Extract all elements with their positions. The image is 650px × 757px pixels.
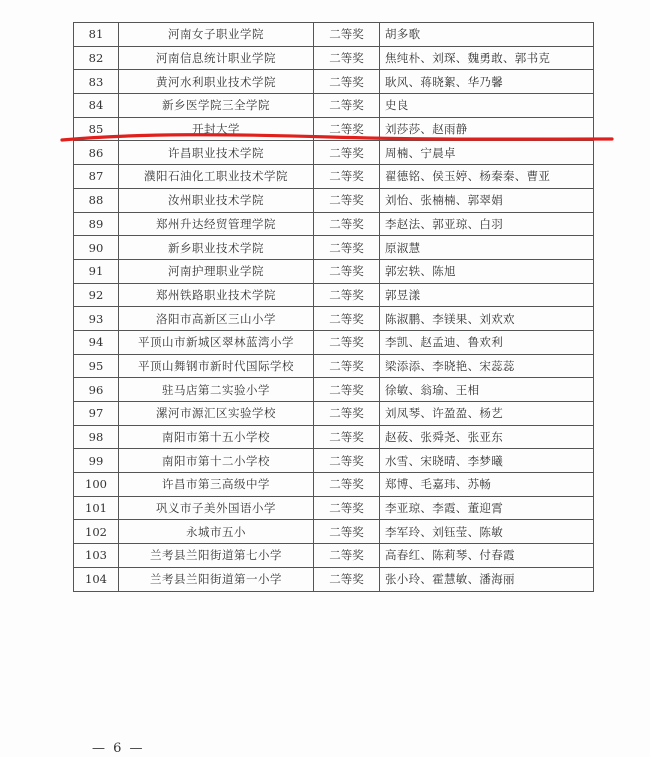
row-number: 103	[74, 544, 119, 568]
prize-level: 二等奖	[314, 165, 380, 189]
table-row	[74, 94, 594, 118]
prize-level: 二等奖	[314, 378, 380, 402]
school-name: 濮阳石油化工职业技术学院	[119, 165, 314, 189]
awards-table	[73, 22, 594, 592]
table-row	[74, 23, 594, 47]
school-name: 巩义市子美外国语小学	[119, 496, 314, 520]
prize-level: 二等奖	[314, 188, 380, 212]
table-row	[74, 46, 594, 70]
school-name: 郑州铁路职业技术学院	[119, 283, 314, 307]
school-name: 郑州升达经贸管理学院	[119, 212, 314, 236]
prize-level: 二等奖	[314, 283, 380, 307]
prize-level: 二等奖	[314, 70, 380, 94]
row-number: 89	[74, 212, 119, 236]
table-row	[74, 70, 594, 94]
table-row	[74, 354, 594, 378]
table-row	[74, 141, 594, 165]
row-number: 88	[74, 188, 119, 212]
row-number: 91	[74, 259, 119, 283]
table-row	[74, 473, 594, 497]
row-number: 82	[74, 46, 119, 70]
table-row	[74, 165, 594, 189]
row-number: 104	[74, 567, 119, 591]
row-number: 84	[74, 94, 119, 118]
school-name: 永城市五小	[119, 520, 314, 544]
table-row	[74, 520, 594, 544]
prize-level: 二等奖	[314, 496, 380, 520]
winner-names: 郭昱漾	[380, 283, 594, 307]
table-row	[74, 236, 594, 260]
table-row	[74, 449, 594, 473]
school-name: 汝州职业技术学院	[119, 188, 314, 212]
prize-level: 二等奖	[314, 449, 380, 473]
table-row	[74, 402, 594, 426]
school-name: 黄河水利职业技术学院	[119, 70, 314, 94]
winner-names: 刘莎莎、赵雨静	[380, 117, 594, 141]
row-number: 94	[74, 330, 119, 354]
winner-names: 李凯、赵孟迪、鲁欢利	[380, 330, 594, 354]
prize-level: 二等奖	[314, 544, 380, 568]
school-name: 漯河市源汇区实验学校	[119, 402, 314, 426]
prize-level: 二等奖	[314, 212, 380, 236]
table-row	[74, 496, 594, 520]
winner-names: 陈淑鹏、李镁果、刘欢欢	[380, 307, 594, 331]
prize-level: 二等奖	[314, 236, 380, 260]
winner-names: 耿风、蒋晓絮、华乃馨	[380, 70, 594, 94]
table-row	[74, 259, 594, 283]
prize-level: 二等奖	[314, 425, 380, 449]
school-name: 河南信息统计职业学院	[119, 46, 314, 70]
school-name: 洛阳市高新区三山小学	[119, 307, 314, 331]
school-name: 许昌市第三高级中学	[119, 473, 314, 497]
row-number: 96	[74, 378, 119, 402]
school-name: 河南女子职业学院	[119, 23, 314, 47]
prize-level: 二等奖	[314, 473, 380, 497]
prize-level: 二等奖	[314, 141, 380, 165]
row-number: 100	[74, 473, 119, 497]
prize-level: 二等奖	[314, 354, 380, 378]
table-row	[74, 330, 594, 354]
winner-names: 高春红、陈莉琴、付春霞	[380, 544, 594, 568]
page-number: — 6 —	[92, 741, 145, 756]
table-row	[74, 188, 594, 212]
row-number: 90	[74, 236, 119, 260]
row-number: 99	[74, 449, 119, 473]
school-name: 新乡职业技术学院	[119, 236, 314, 260]
awards-table-body	[74, 23, 594, 592]
winner-names: 李赵法、郭亚琼、白羽	[380, 212, 594, 236]
row-number: 95	[74, 354, 119, 378]
winner-names: 焦纯朴、刘琛、魏勇敢、郭书克	[380, 46, 594, 70]
winner-names: 刘凤琴、许盈盈、杨艺	[380, 402, 594, 426]
table-row	[74, 378, 594, 402]
winner-names: 水雪、宋晓晴、李梦曦	[380, 449, 594, 473]
prize-level: 二等奖	[314, 23, 380, 47]
prize-level: 二等奖	[314, 330, 380, 354]
school-name: 南阳市第十二小学校	[119, 449, 314, 473]
table-row	[74, 307, 594, 331]
row-number: 93	[74, 307, 119, 331]
row-number: 101	[74, 496, 119, 520]
winner-names: 李军玲、刘钰莹、陈敏	[380, 520, 594, 544]
row-number: 98	[74, 425, 119, 449]
prize-level: 二等奖	[314, 402, 380, 426]
prize-level: 二等奖	[314, 94, 380, 118]
school-name: 许昌职业技术学院	[119, 141, 314, 165]
school-name: 平顶山舞钢市新时代国际学校	[119, 354, 314, 378]
winner-names: 梁添添、李晓艳、宋蕊蕊	[380, 354, 594, 378]
table-row	[74, 544, 594, 568]
row-number: 102	[74, 520, 119, 544]
school-name: 河南护理职业学院	[119, 259, 314, 283]
winner-names: 刘怡、张楠楠、郭翠娟	[380, 188, 594, 212]
table-row	[74, 425, 594, 449]
prize-level: 二等奖	[314, 307, 380, 331]
prize-level: 二等奖	[314, 117, 380, 141]
winner-names: 徐敏、翁瑜、王相	[380, 378, 594, 402]
prize-level: 二等奖	[314, 259, 380, 283]
winner-names: 张小玲、霍慧敏、潘海丽	[380, 567, 594, 591]
school-name: 驻马店第二实验小学	[119, 378, 314, 402]
school-name: 兰考县兰阳街道第一小学	[119, 567, 314, 591]
winner-names: 史良	[380, 94, 594, 118]
winner-names: 李亚琼、李霞、董迎霄	[380, 496, 594, 520]
school-name: 新乡医学院三全学院	[119, 94, 314, 118]
row-number: 83	[74, 70, 119, 94]
row-number: 97	[74, 402, 119, 426]
winner-names: 郑博、毛嘉玮、苏畅	[380, 473, 594, 497]
table-row	[74, 117, 594, 141]
winner-names: 原淑慧	[380, 236, 594, 260]
row-number: 86	[74, 141, 119, 165]
winner-names: 胡多歌	[380, 23, 594, 47]
table-row	[74, 212, 594, 236]
row-number: 85	[74, 117, 119, 141]
winner-names: 郭宏轶、陈旭	[380, 259, 594, 283]
school-name: 兰考县兰阳街道第七小学	[119, 544, 314, 568]
winner-names: 赵莜、张舜尧、张亚东	[380, 425, 594, 449]
row-number: 87	[74, 165, 119, 189]
row-number: 92	[74, 283, 119, 307]
table-row	[74, 567, 594, 591]
row-number: 81	[74, 23, 119, 47]
school-name: 南阳市第十五小学校	[119, 425, 314, 449]
winner-names: 周楠、宁晨卓	[380, 141, 594, 165]
prize-level: 二等奖	[314, 46, 380, 70]
prize-level: 二等奖	[314, 520, 380, 544]
winner-names: 翟德铭、侯玉婷、杨秦秦、曹亚	[380, 165, 594, 189]
school-name: 开封大学	[119, 117, 314, 141]
school-name: 平顶山市新城区翠林蓝湾小学	[119, 330, 314, 354]
table-row	[74, 283, 594, 307]
prize-level: 二等奖	[314, 567, 380, 591]
